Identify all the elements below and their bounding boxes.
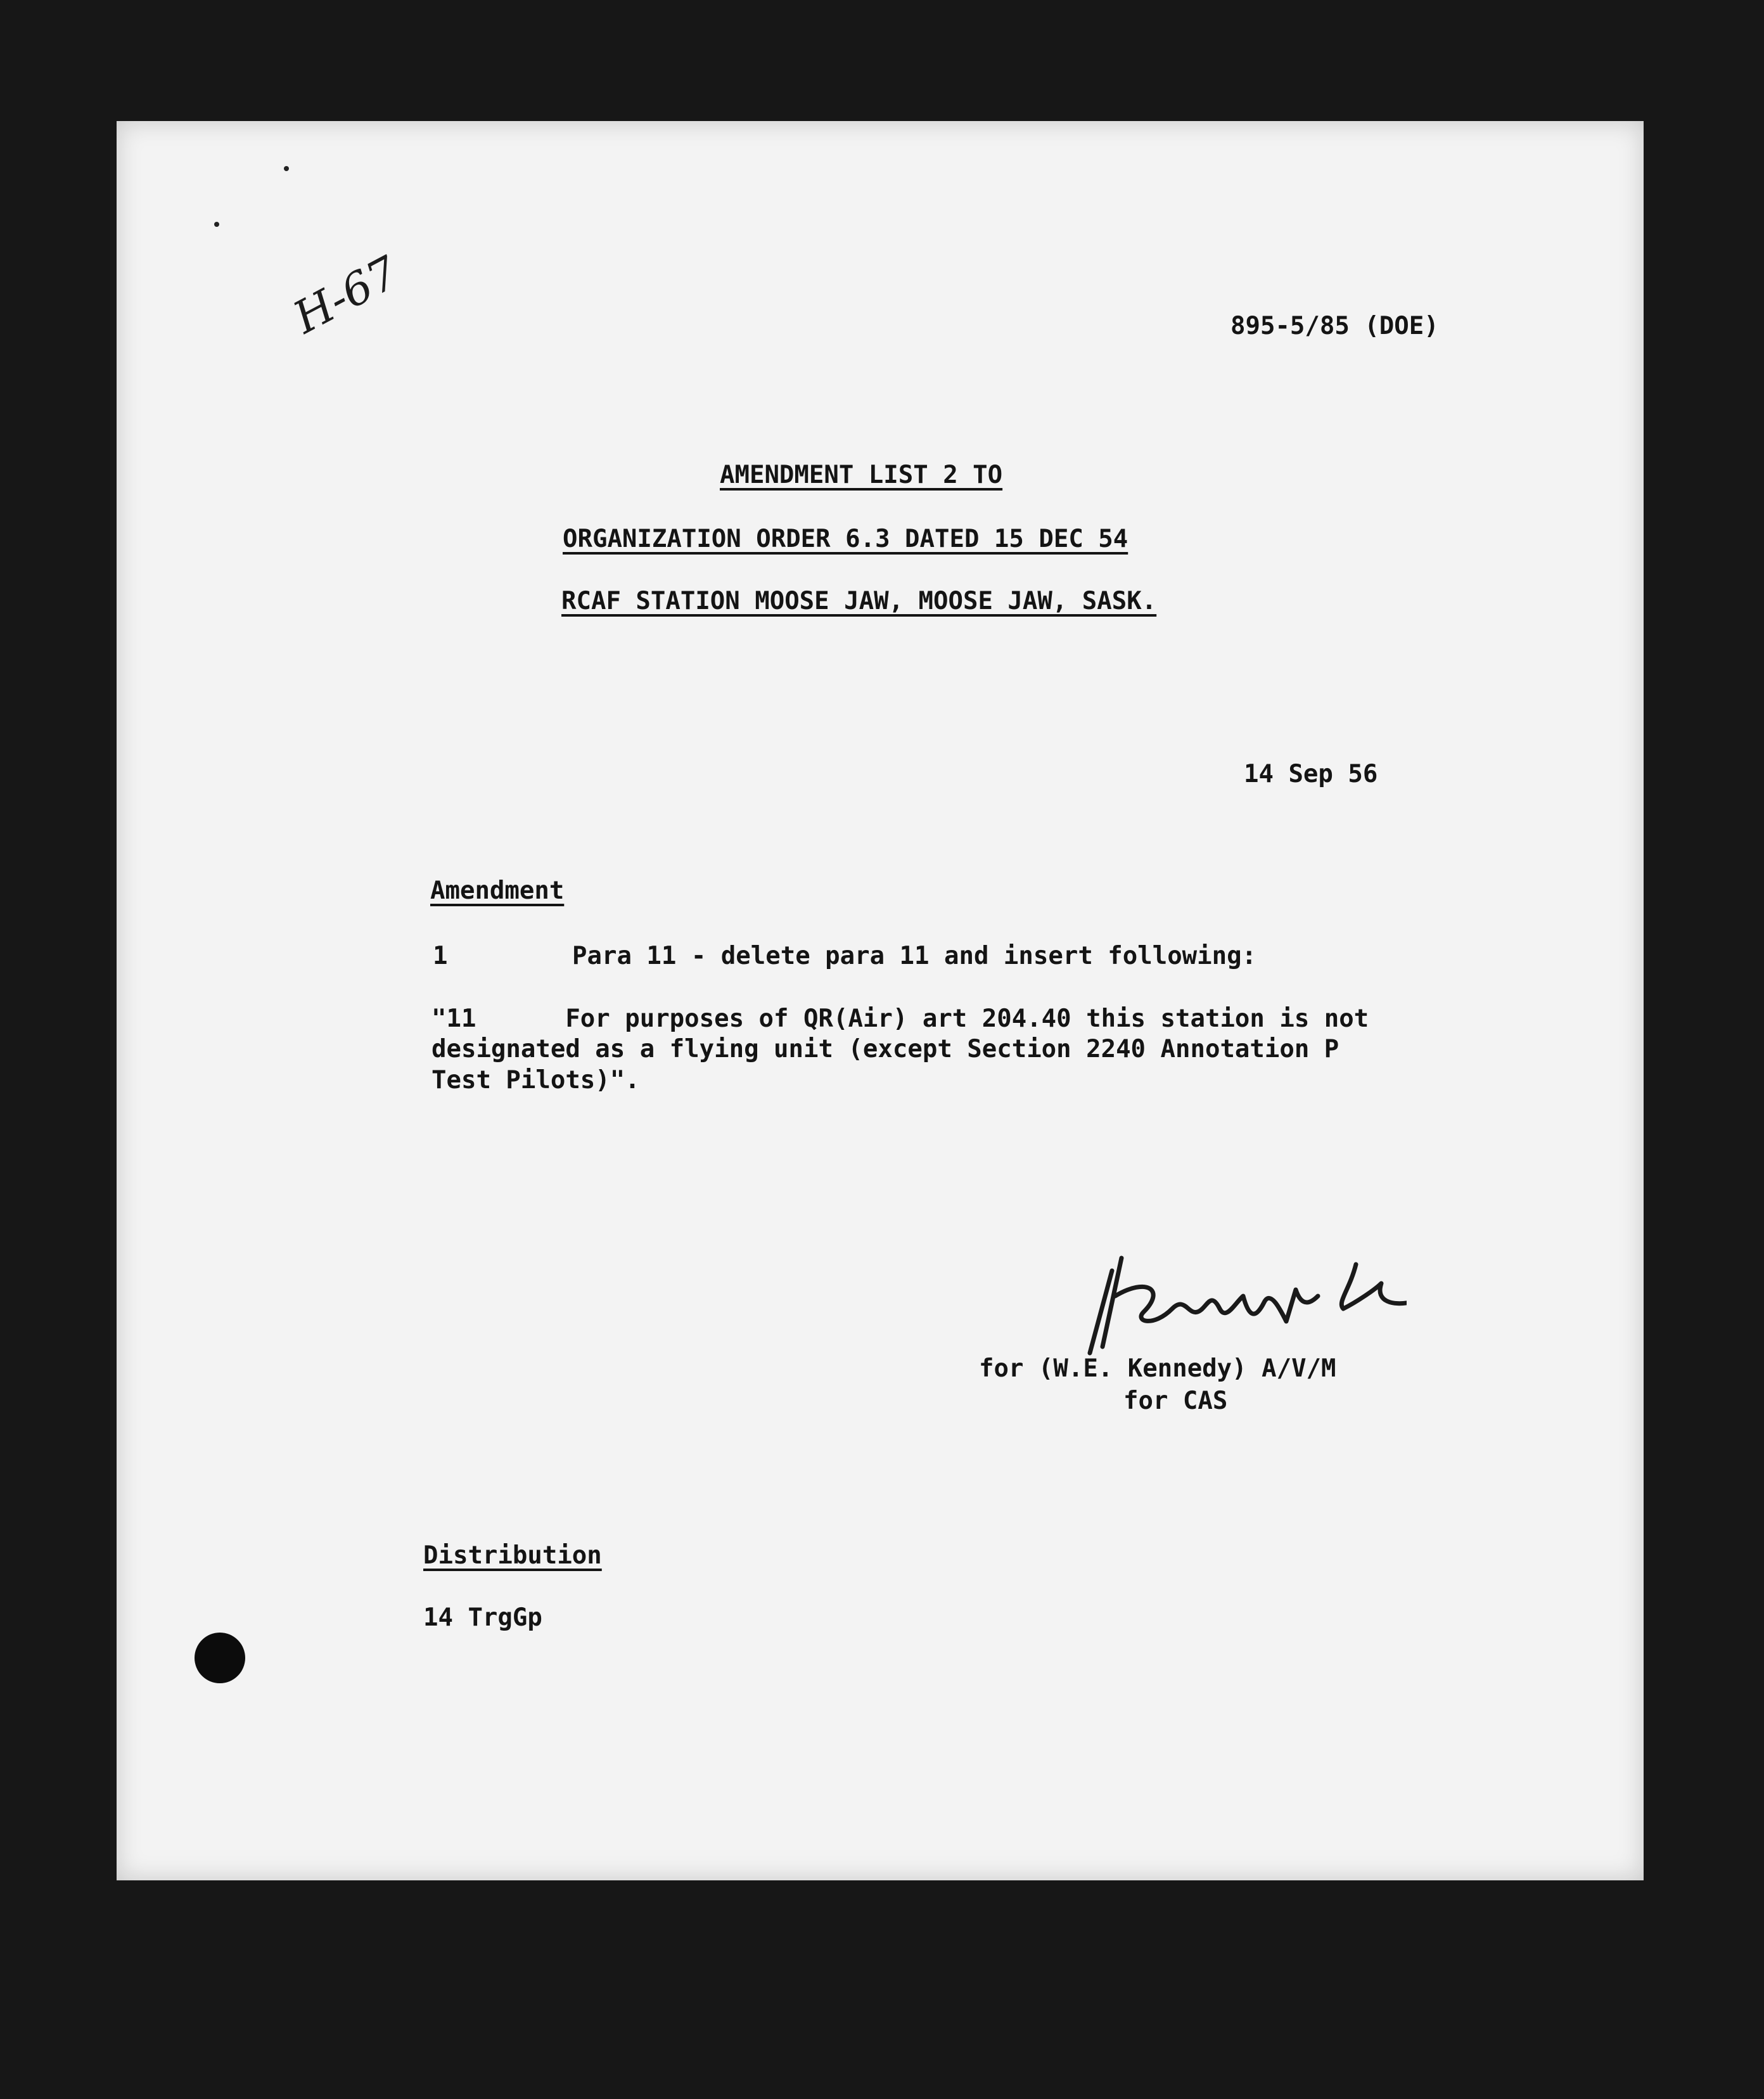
amendment-heading: Amendment (430, 876, 565, 905)
amendment-item-number: 1 (433, 942, 448, 970)
ink-speck (214, 222, 219, 227)
document-date: 14 Sep 56 (1244, 760, 1378, 788)
title-line-1: AMENDMENT LIST 2 TO (720, 461, 1003, 489)
signature-line-2: for CAS (1123, 1387, 1228, 1415)
title-line-3: RCAF STATION MOOSE JAW, MOOSE JAW, SASK. (561, 587, 1157, 615)
quoted-para-line-1: "11 For purposes of QR(Air) art 204.40 this station is not (431, 1005, 1369, 1033)
distribution-list: 14 TrgGp (423, 1603, 542, 1632)
ink-speck (284, 166, 289, 171)
quoted-para-line-2: designated as a flying unit (except Section 2240 Annotation P (431, 1035, 1339, 1063)
reference-number: 895-5/85 (DOE) (1230, 312, 1439, 340)
handwritten-signature (1077, 1252, 1407, 1359)
distribution-heading: Distribution (423, 1541, 602, 1570)
signature-line-1: for (W.E. Kennedy) A/V/M (979, 1354, 1336, 1383)
punch-hole (195, 1633, 245, 1683)
amendment-item-text: Para 11 - delete para 11 and insert following: (572, 942, 1257, 970)
handwritten-file-note: H-67 (285, 246, 407, 344)
document-page (117, 121, 1644, 1880)
title-line-2: ORGANIZATION ORDER 6.3 DATED 15 DEC 54 (563, 525, 1128, 553)
quoted-para-line-3: Test Pilots)". (431, 1066, 640, 1094)
